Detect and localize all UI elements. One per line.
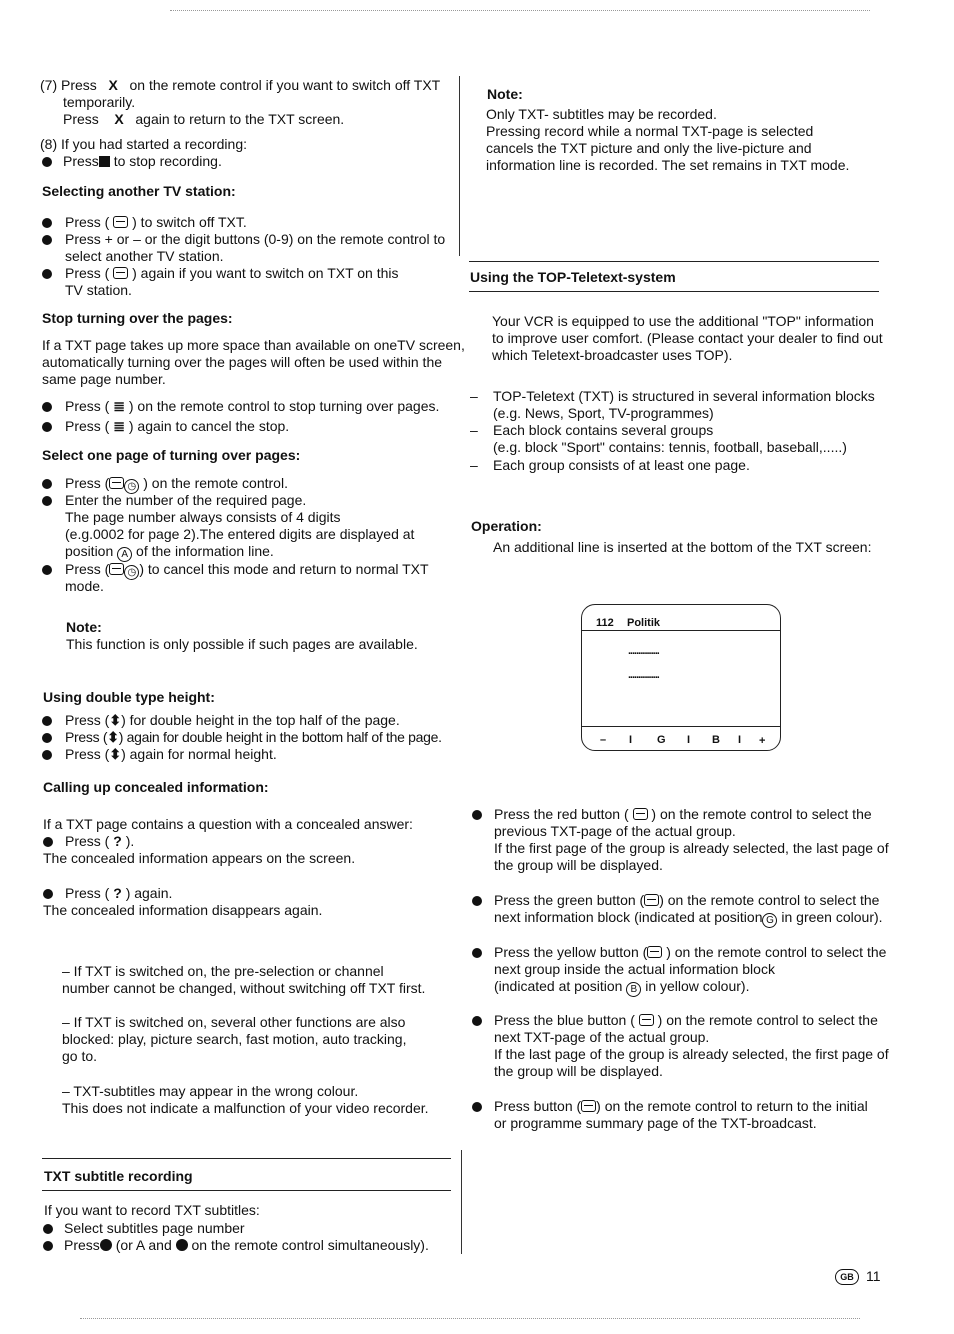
tv-dots: ............... [628,645,659,657]
red-4: the group will be displayed. [494,857,663,873]
dbl-1: Press (⬍) for double height in the top half of the page. [65,712,400,728]
sel-6: Press ( ◷ ) to cancel this mode and return to normal TXT [65,561,429,578]
dash-3: Each group consists of at least one page. [493,457,750,473]
hold-icon: ≣ [113,418,125,434]
green-1: Press the green button ( ) on the remote control to select the [494,892,880,908]
step7-line3: Press X again to return to the TXT screen. [63,111,345,127]
scan-artifact-bottom [80,1318,860,1319]
red-button-icon [633,808,648,820]
dash-mark: – [470,457,478,473]
position-a-marker: A [117,547,132,562]
stop-2: Press ( ≣ ) again to cancel the stop. [65,418,290,434]
divider [42,1158,451,1159]
another-3c: TV station. [65,282,132,298]
blue-2: next TXT-page of the actual group. [494,1029,710,1045]
operation-text: An additional line is inserted at the bottom of the TXT screen: [493,539,872,555]
bullet [472,896,482,906]
con-3: The concealed information appears on the screen. [43,850,356,866]
txt-icon [113,216,128,228]
yellow-button-icon [647,946,662,958]
stop-p2: automatically turning over the pages will often be used within the [42,354,443,370]
blue-button-icon [639,1014,654,1026]
dash-mark: – [470,388,478,404]
sel-2: Enter the number of the required page. [65,492,307,508]
stop-square-icon [99,156,110,167]
bullet [42,750,52,760]
bullet [43,1241,53,1251]
column-separator [459,76,460,256]
con-2: Press ( ? ). [65,833,135,849]
con-4: Press ( ? ) again. [65,885,173,901]
note1-heading: Note: [66,619,102,635]
yellow-3: (indicated at position B in yellow colour). [494,978,750,995]
note2-1: Only TXT- subtitles may be recorded. [486,106,717,122]
bullet [43,889,53,899]
position-g-marker: G [762,913,777,928]
bullet [472,1102,482,1112]
rem-1b: number cannot be changed, without switching off TXT first. [62,980,426,996]
dbl-3: Press (⬍) again for normal height. [65,746,277,762]
another-2b: select another TV station. [65,248,224,264]
note2-3: cancels the TXT picture and only the live-picture and [486,140,812,156]
clock-icon: ◷ [124,479,139,494]
heading-subtitle-recording: TXT subtitle recording [44,1168,193,1184]
red-3: If the first page of the group is already selected, the last page of [494,840,889,856]
divider [469,291,879,292]
bullet [43,837,53,847]
rem-2b: blocked: play, picture search, fast motion, auto tracking, [62,1031,407,1047]
size-icon: ⬍ [109,712,122,728]
tv-bar-item: I [738,734,742,746]
bullet [472,1016,482,1026]
subpage-icon [109,563,124,575]
bullet [42,218,52,228]
tv-bar-item: + [759,735,766,747]
size-icon: ⬍ [107,729,119,745]
sel-4: (e.g.0002 for page 2).The entered digits are displayed at [65,526,415,542]
note2-heading: Note: [487,86,523,102]
stop-p3: same page number. [42,371,166,387]
sub-1: If you want to record TXT subtitles: [44,1202,260,1218]
bullet [42,269,52,279]
sub-2: Select subtitles page number [64,1220,245,1236]
bullet [42,157,52,167]
note2-2: Pressing record while a normal TXT-page is selected [486,123,814,139]
heading-stop-turning: Stop turning over the pages: [42,310,233,326]
note1-text: This function is only possible if such pages are available. [66,636,418,652]
sel-5: position A of the information line. [65,543,274,560]
dash-mark: – [470,422,478,438]
heading-select-page: Select one page of turning over pages: [42,447,301,463]
bullet [43,1224,53,1234]
red-1: Press the red button ( ) on the remote control to select the [494,806,872,822]
yellow-1: Press the yellow button ( ) on the remote control to select the [494,944,887,960]
green-2: next information block (indicated at position G in green colour). [494,909,883,926]
heading-top-teletext: Using the TOP-Teletext-system [470,269,676,285]
dash-1a: TOP-Teletext (TXT) is structured in several information blocks [493,388,875,404]
dash-2b: (e.g. block "Sport" contains: tennis, football, baseball,.....) [493,439,847,455]
step8-line2: Press to stop recording. [63,153,222,169]
hold-icon: ≣ [113,398,125,414]
step7-line2: temporarily. [63,94,136,110]
heading-another-station: Selecting another TV station: [42,183,236,199]
blue-4: the group will be displayed. [494,1063,663,1079]
tv-bar-item: G [657,734,666,746]
tv-bar-item: I [629,734,633,746]
heading-concealed: Calling up concealed information: [43,779,269,795]
subpage-icon [109,477,124,489]
another-3: Press ( ) again if you want to switch on TXT on this [65,265,399,281]
blue-3: If the last page of the group is already selected, the first page of [494,1046,889,1062]
dbl-2: Press (⬍) again for double height in the bottom half of the page. [65,729,442,745]
step8-line1: (8) If you had started a recording: [40,136,247,152]
bullet [42,422,52,432]
blue-1: Press the blue button ( ) on the remote control to select the [494,1012,878,1028]
tv-page-title: Politik [627,617,661,629]
reveal-icon: ? [113,833,122,849]
tv-header-line [582,630,780,631]
index-1: Press button ( ) on the remote control to return to the initial [494,1098,868,1114]
tv-screen-illustration [581,604,781,751]
bullet [42,733,52,743]
top-1: Your VCR is equipped to use the additional "TOP" information [492,313,874,329]
sel-6c: mode. [65,578,104,594]
divider [469,261,879,262]
bullet [472,810,482,820]
note2-4: information line is recorded. The set remains in TXT mode. [486,157,850,173]
country-badge: GB [835,1269,859,1285]
rem-1a: – If TXT is switched on, the pre-selection or channel [62,963,384,979]
sel-1: Press ( ◷ ) on the remote control. [65,475,288,492]
rem-3b: This does not indicate a malfunction of your video recorder. [62,1100,429,1116]
stop-p1: If a TXT page takes up more space than available on oneTV screen, [42,337,465,353]
divider [42,1190,451,1191]
clock-icon: ◷ [124,565,139,580]
tv-bar-item: B [712,734,720,746]
top-2: to improve user comfort. (Please contact your dealer to find out [492,330,883,346]
red-2: previous TXT-page of the actual group. [494,823,736,839]
tv-page-number: 112 [596,617,614,629]
stop-1: Press ( ≣ ) on the remote control to stop turning over pages. [65,398,440,414]
heading-double-height: Using double type height: [43,689,215,705]
operation-heading: Operation: [471,518,542,534]
bullet [42,402,52,412]
bullet [42,235,52,245]
record-dot-icon [100,1239,112,1251]
record-dot-icon [176,1239,188,1251]
another-1: Press ( ) to switch off TXT. [65,214,247,230]
column-separator [461,1150,462,1254]
index-2: or programme summary page of the TXT-broadcast. [494,1115,817,1131]
con-5: The concealed information disappears again. [43,902,323,918]
tv-info-line [582,726,780,727]
yellow-2: next group inside the actual information block [494,961,775,977]
bullet [42,565,52,575]
bullet [42,479,52,489]
con-1: If a TXT page contains a question with a concealed answer: [43,816,413,832]
rem-3a: – TXT-subtitles may appear in the wrong colour. [62,1083,359,1099]
sel-3: The page number always consists of 4 digits [65,509,341,525]
tv-bar-item: – [600,734,607,746]
another-2a: Press + or – or the digit buttons (0-9) on the remote control to [65,231,446,247]
page-number: 11 [866,1268,881,1284]
position-b-marker: B [626,982,641,997]
tv-dots: ............... [628,669,659,681]
top-3: which Teletext-broadcaster uses TOP). [492,347,733,363]
txt-icon [113,267,128,279]
dash-2a: Each block contains several groups [493,422,714,438]
rem-2a: – If TXT is switched on, several other functions are also [62,1014,406,1030]
bullet [472,948,482,958]
step7-line1: (7) Press X on the remote control if you want to switch off TXT [40,77,441,93]
tv-bar-item: I [687,734,691,746]
scan-artifact-top [170,10,870,11]
bullet [42,716,52,726]
dash-1b: (e.g. News, Sport, TV-programmes) [493,405,714,421]
size-icon: ⬍ [109,746,122,762]
sub-3: Press (or A and on the remote control simultaneously). [64,1237,429,1253]
rem-2c: go to. [62,1048,98,1064]
bullet [42,496,52,506]
green-button-icon [644,894,659,906]
reveal-icon: ? [113,885,122,901]
index-button-icon [581,1100,596,1112]
